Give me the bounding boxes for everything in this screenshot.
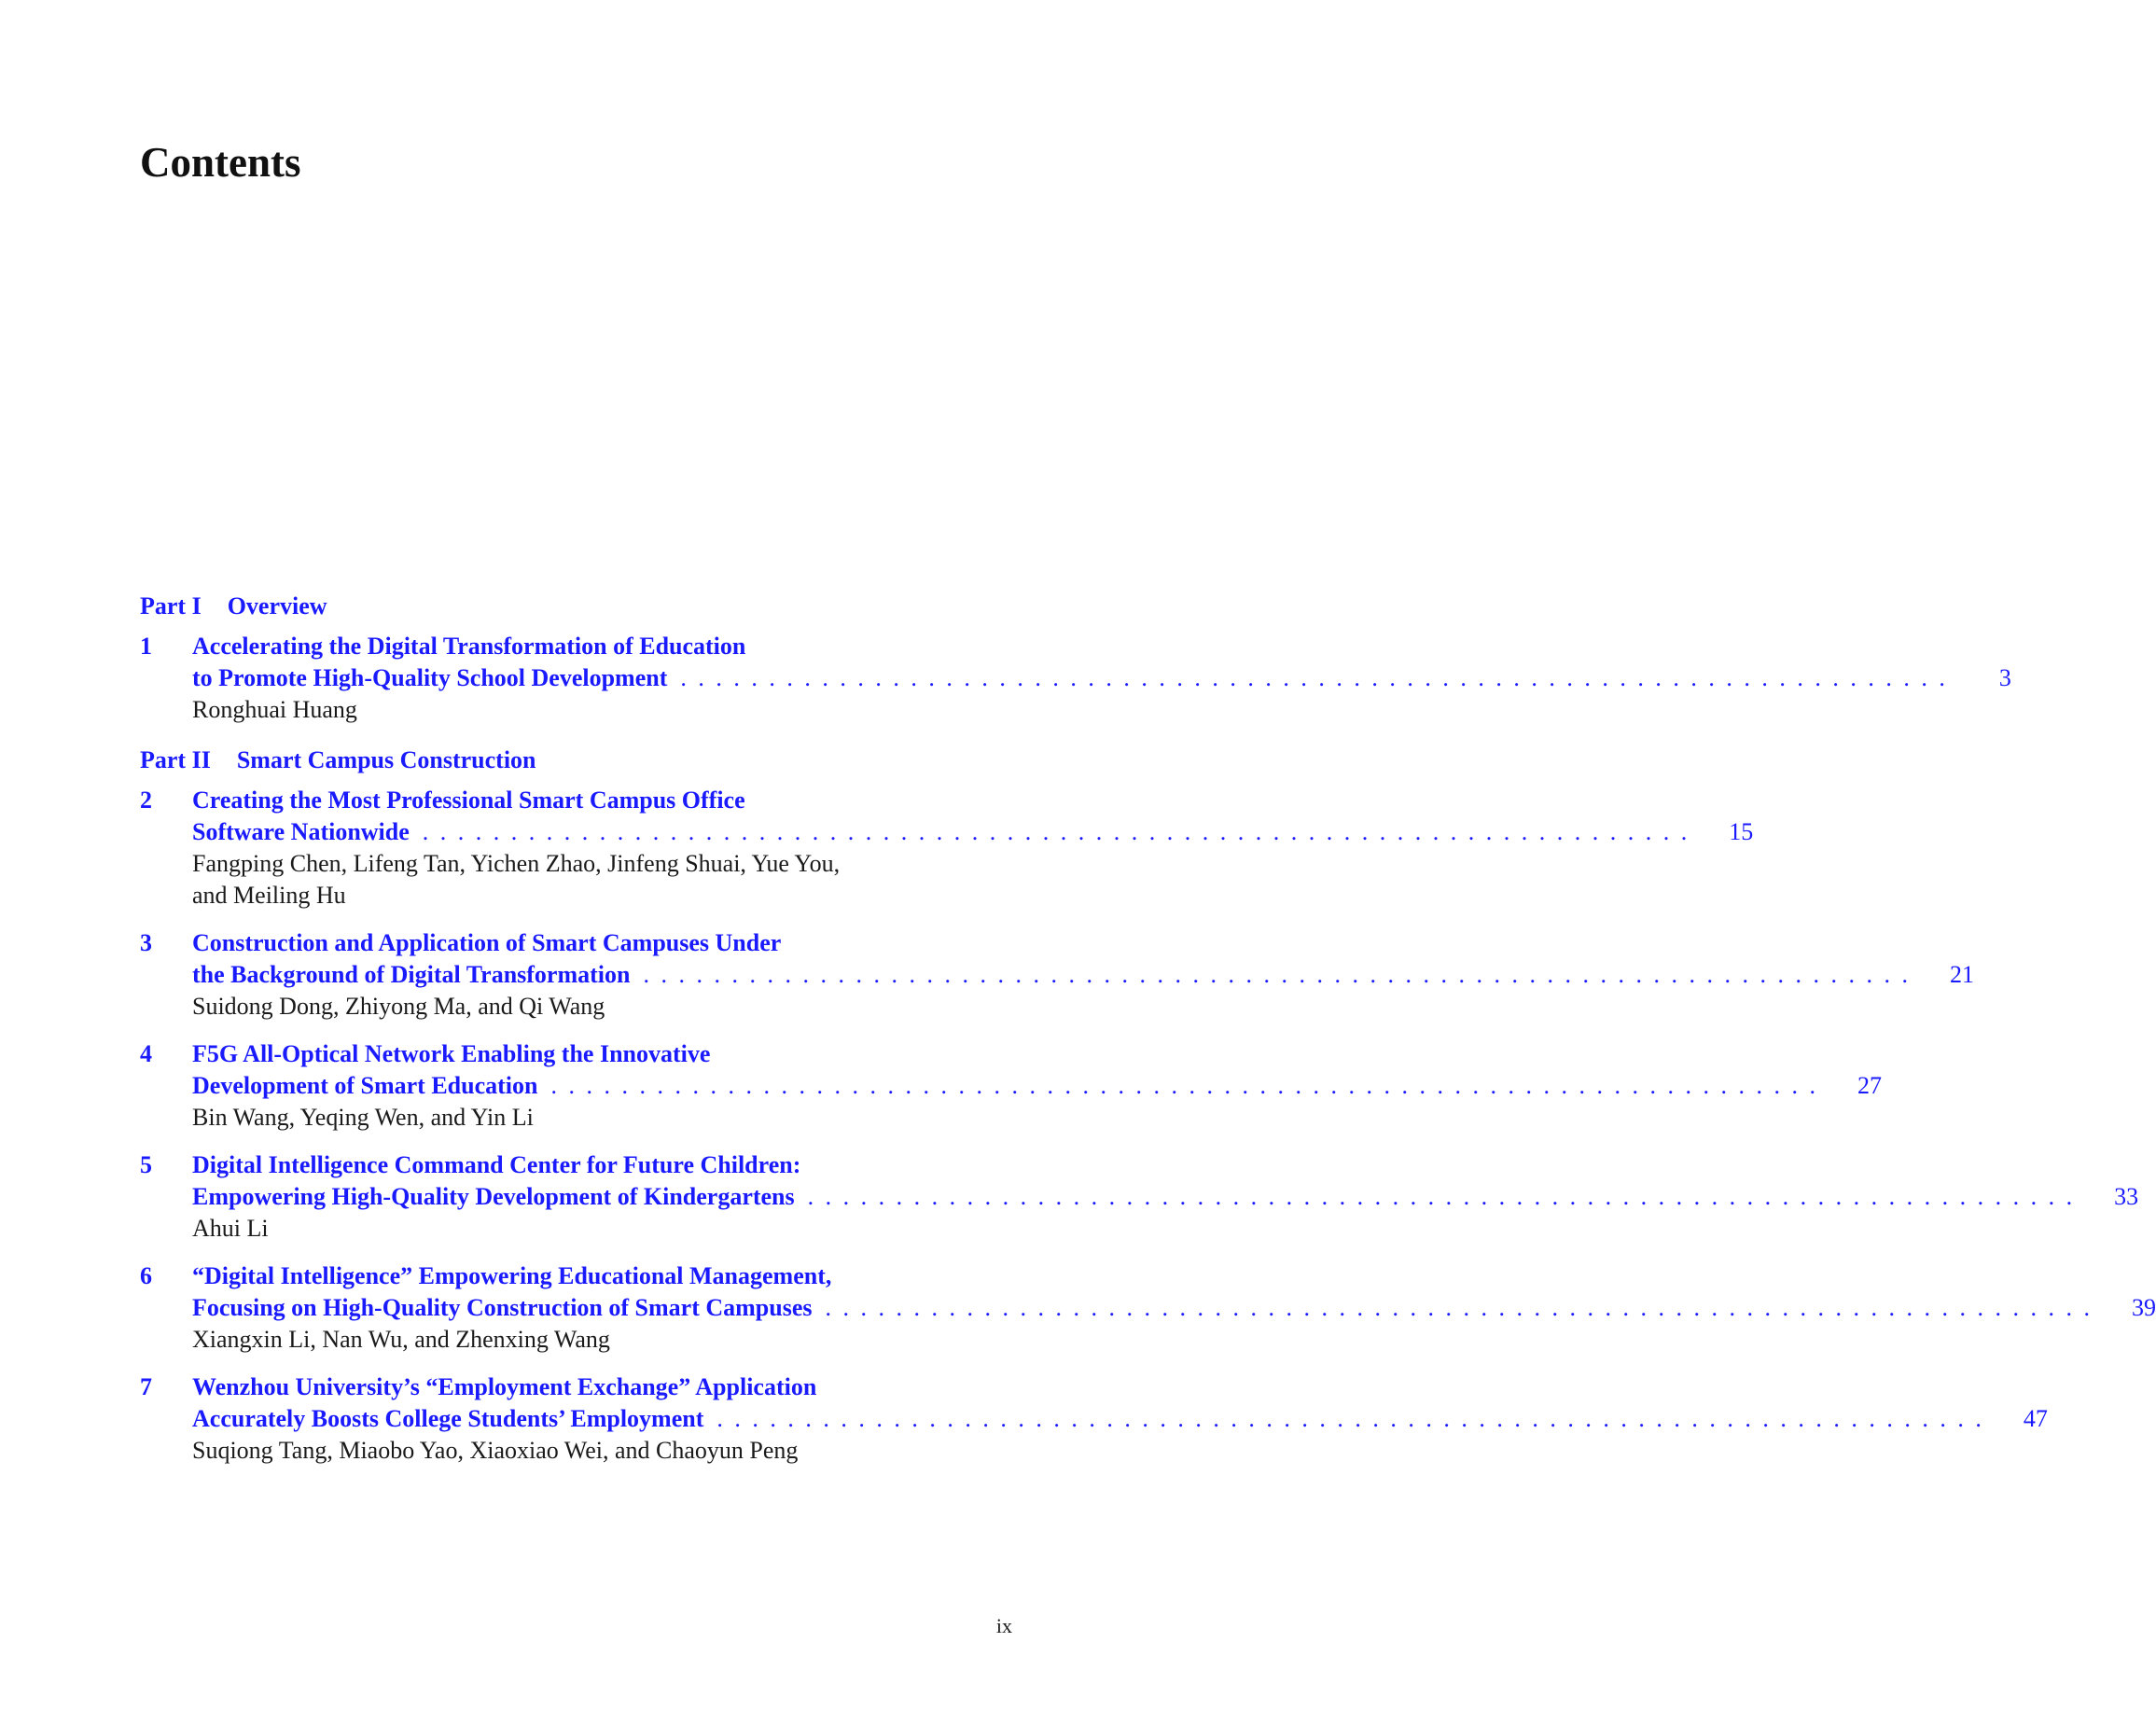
page-number: 27 xyxy=(1857,1072,1882,1099)
chapter-authors: Fangping Chen, Lifeng Tan, Yichen Zhao, Jinfeng Shuai, Yue You, and Meiling Hu xyxy=(192,850,841,909)
toc-entry-chapter-1 xyxy=(140,631,2011,726)
part-title: Overview xyxy=(227,592,327,619)
toc-entry-chapter-5 xyxy=(140,1149,2139,1245)
chapter-title-line: “Digital Intelligence” Empowering Educational Management, xyxy=(192,1262,832,1289)
part-label: Part I xyxy=(140,592,202,619)
dot-leader xyxy=(826,1292,2093,1324)
chapter-title-link[interactable] xyxy=(192,1038,1882,1102)
toc-entry-chapter-3 xyxy=(140,927,1974,1023)
chapter-number: 4 xyxy=(140,1040,152,1067)
chapter-authors: Suidong Dong, Zhiyong Ma, and Qi Wang xyxy=(192,993,605,1020)
chapter-title-link[interactable] xyxy=(192,1260,2156,1324)
chapter-authors: Ahui Li xyxy=(192,1215,269,1242)
toc-entry-chapter-2 xyxy=(140,785,1754,912)
chapter-title-line: Accelerating the Digital Transformation of Education xyxy=(192,633,746,660)
chapter-number: 3 xyxy=(140,929,152,956)
chapter-number: 2 xyxy=(140,786,152,814)
chapter-authors: Suqiong Tang, Miaobo Yao, Xiaoxiao Wei, and Chaoyun Peng xyxy=(192,1437,799,1464)
chapter-number: 5 xyxy=(140,1151,152,1178)
page-number: 3 xyxy=(1998,664,2011,691)
chapter-title-line: Development of Smart Education xyxy=(192,1072,538,1099)
chapter-number: 7 xyxy=(140,1373,152,1400)
chapter-title-line: Empowering High-Quality Development of Kindergartens xyxy=(192,1183,795,1210)
chapter-title-line: Creating the Most Professional Smart Campus Office xyxy=(192,786,745,814)
toc-entry-chapter-6 xyxy=(140,1260,2156,1356)
chapter-title-link[interactable] xyxy=(192,785,1753,848)
table-of-contents xyxy=(140,591,2156,1482)
chapter-title-line: Accurately Boosts College Students’ Employment xyxy=(192,1405,704,1432)
toc-entry-chapter-4 xyxy=(140,1038,1882,1134)
chapter-authors: Ronghuai Huang xyxy=(192,696,357,723)
page-number: 15 xyxy=(1729,818,1754,845)
chapter-title-line: Construction and Application of Smart Campuses Under xyxy=(192,929,782,956)
page-number: 21 xyxy=(1949,961,1974,988)
dot-leader xyxy=(808,1181,2076,1213)
chapter-title-link[interactable] xyxy=(192,927,1974,991)
part-heading-1[interactable] xyxy=(140,591,1012,622)
page-number: 47 xyxy=(2023,1405,2048,1432)
chapter-title-link[interactable] xyxy=(192,1149,2138,1213)
part-title: Smart Campus Construction xyxy=(236,746,536,773)
chapter-title-line: to Promote High-Quality School Development xyxy=(192,664,668,691)
dot-leader xyxy=(716,1403,1984,1435)
chapter-title-line: Focusing on High-Quality Construction of Smart Campuses xyxy=(192,1294,813,1321)
page-title: Contents xyxy=(140,139,301,186)
chapter-authors: Bin Wang, Yeqing Wen, and Yin Li xyxy=(192,1104,534,1131)
chapter-title-line: Digital Intelligence Command Center for Future Children: xyxy=(192,1151,801,1178)
page-number: 39 xyxy=(2132,1294,2156,1321)
toc-entry-chapter-7 xyxy=(140,1371,2048,1467)
page-number: 33 xyxy=(2114,1183,2139,1210)
chapter-title-line: Software Nationwide xyxy=(192,818,410,845)
part-label: Part II xyxy=(140,746,211,773)
chapter-title-line: the Background of Digital Transformation xyxy=(192,961,631,988)
dot-leader xyxy=(680,662,1948,694)
chapter-title-line: Wenzhou University’s “Employment Exchange” Application xyxy=(192,1373,817,1400)
chapter-authors: Xiangxin Li, Nan Wu, and Zhenxing Wang xyxy=(192,1326,610,1353)
dot-leader xyxy=(643,959,1911,991)
dot-leader xyxy=(550,1070,1818,1102)
chapter-title-link[interactable] xyxy=(192,1371,2048,1435)
dot-leader xyxy=(423,816,1690,848)
chapter-title-link[interactable] xyxy=(192,631,2011,694)
chapter-title-line: F5G All-Optical Network Enabling the Innovative xyxy=(192,1040,711,1067)
chapter-number: 1 xyxy=(140,633,152,660)
part-heading-2[interactable] xyxy=(140,745,1012,776)
chapter-number: 6 xyxy=(140,1262,152,1289)
page-folio: ix xyxy=(995,1614,1012,1637)
